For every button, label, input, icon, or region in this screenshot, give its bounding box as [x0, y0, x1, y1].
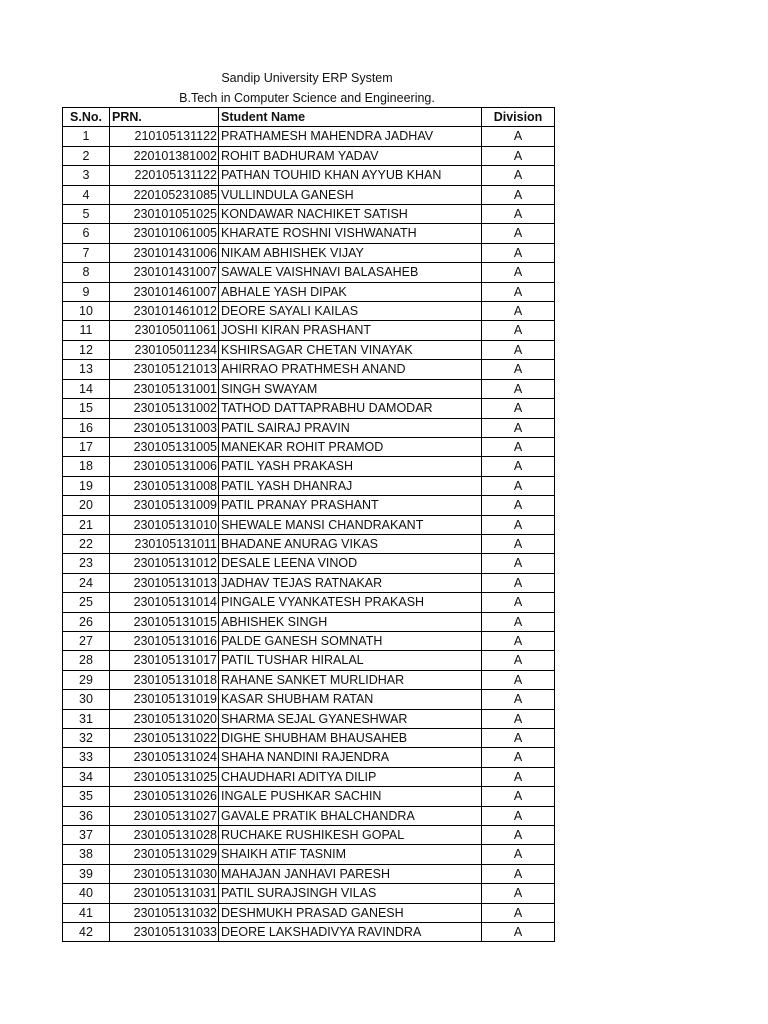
table-row	[63, 515, 555, 534]
cell-sno: 10	[63, 302, 110, 321]
header-prn: PRN.	[110, 108, 219, 127]
cell-division: A	[482, 399, 555, 418]
cell-sno: 29	[63, 670, 110, 689]
student-table	[62, 107, 555, 942]
table-row	[63, 224, 555, 243]
cell-student-name: PATIL PRANAY PRASHANT	[219, 496, 482, 515]
cell-prn: 230105011234	[110, 340, 219, 359]
header-sno: S.No.	[63, 108, 110, 127]
cell-division: A	[482, 243, 555, 262]
cell-division: A	[482, 457, 555, 476]
cell-prn: 230105131031	[110, 884, 219, 903]
cell-student-name: JADHAV TEJAS RATNAKAR	[219, 573, 482, 592]
cell-division: A	[482, 534, 555, 553]
cell-student-name: PATHAN TOUHID KHAN AYYUB KHAN	[219, 166, 482, 185]
cell-division: A	[482, 767, 555, 786]
cell-division: A	[482, 515, 555, 534]
cell-division: A	[482, 146, 555, 165]
cell-prn: 230105131009	[110, 496, 219, 515]
cell-division: A	[482, 166, 555, 185]
cell-prn: 230101431006	[110, 243, 219, 262]
cell-division: A	[482, 418, 555, 437]
cell-sno: 39	[63, 864, 110, 883]
cell-division: A	[482, 573, 555, 592]
table-row	[63, 418, 555, 437]
table-row	[63, 593, 555, 612]
table-row	[63, 864, 555, 883]
table-row	[63, 457, 555, 476]
cell-sno: 13	[63, 360, 110, 379]
cell-sno: 5	[63, 205, 110, 224]
cell-sno: 16	[63, 418, 110, 437]
cell-division: A	[482, 185, 555, 204]
table-row	[63, 845, 555, 864]
cell-sno: 23	[63, 554, 110, 573]
cell-student-name: SAWALE VAISHNAVI BALASAHEB	[219, 263, 482, 282]
cell-prn: 220105131122	[110, 166, 219, 185]
cell-sno: 35	[63, 787, 110, 806]
cell-sno: 30	[63, 690, 110, 709]
cell-student-name: SHEWALE MANSI CHANDRAKANT	[219, 515, 482, 534]
cell-prn: 230105131006	[110, 457, 219, 476]
table-row	[63, 437, 555, 456]
cell-prn: 230105131001	[110, 379, 219, 398]
table-row	[63, 496, 555, 515]
table-row	[63, 573, 555, 592]
table-row	[63, 243, 555, 262]
cell-prn: 220105231085	[110, 185, 219, 204]
cell-prn: 230105131013	[110, 573, 219, 592]
cell-division: A	[482, 437, 555, 456]
table-body	[63, 127, 555, 942]
table-row	[63, 205, 555, 224]
program-title: B.Tech in Computer Science and Engineering.	[179, 91, 435, 105]
cell-student-name: KASAR SHUBHAM RATAN	[219, 690, 482, 709]
cell-student-name: SHARMA SEJAL GYANESHWAR	[219, 709, 482, 728]
cell-student-name: SHAHA NANDINI RAJENDRA	[219, 748, 482, 767]
cell-division: A	[482, 903, 555, 922]
cell-prn: 230101461012	[110, 302, 219, 321]
cell-division: A	[482, 631, 555, 650]
cell-prn: 220101381002	[110, 146, 219, 165]
table-row	[63, 360, 555, 379]
cell-student-name: KONDAWAR NACHIKET SATISH	[219, 205, 482, 224]
cell-student-name: KSHIRSAGAR CHETAN VINAYAK	[219, 340, 482, 359]
cell-sno: 7	[63, 243, 110, 262]
cell-student-name: PRATHAMESH MAHENDRA JADHAV	[219, 127, 482, 146]
cell-division: A	[482, 205, 555, 224]
cell-division: A	[482, 263, 555, 282]
cell-sno: 41	[63, 903, 110, 922]
cell-student-name: AHIRRAO PRATHMESH ANAND	[219, 360, 482, 379]
cell-prn: 230105131022	[110, 729, 219, 748]
cell-prn: 230105131020	[110, 709, 219, 728]
table-row	[63, 321, 555, 340]
cell-sno: 12	[63, 340, 110, 359]
table-row	[63, 826, 555, 845]
cell-student-name: ROHIT BADHURAM YADAV	[219, 146, 482, 165]
table-row	[63, 146, 555, 165]
cell-sno: 14	[63, 379, 110, 398]
cell-prn: 230105131005	[110, 437, 219, 456]
cell-prn: 230105131014	[110, 593, 219, 612]
cell-sno: 25	[63, 593, 110, 612]
cell-sno: 9	[63, 282, 110, 301]
cell-student-name: PATIL SURAJSINGH VILAS	[219, 884, 482, 903]
cell-prn: 230105131030	[110, 864, 219, 883]
cell-sno: 8	[63, 263, 110, 282]
table-row	[63, 923, 555, 942]
cell-sno: 42	[63, 923, 110, 942]
table-row	[63, 302, 555, 321]
cell-student-name: PATIL TUSHAR HIRALAL	[219, 651, 482, 670]
table-row	[63, 476, 555, 495]
table-row	[63, 690, 555, 709]
cell-division: A	[482, 321, 555, 340]
cell-student-name: CHAUDHARI ADITYA DILIP	[219, 767, 482, 786]
table-header-row	[63, 108, 555, 127]
cell-sno: 26	[63, 612, 110, 631]
cell-sno: 27	[63, 631, 110, 650]
cell-division: A	[482, 826, 555, 845]
table-row	[63, 903, 555, 922]
cell-student-name: SINGH SWAYAM	[219, 379, 482, 398]
cell-sno: 24	[63, 573, 110, 592]
cell-division: A	[482, 302, 555, 321]
table-row	[63, 729, 555, 748]
table-row	[63, 340, 555, 359]
cell-student-name: PINGALE VYANKATESH PRAKASH	[219, 593, 482, 612]
cell-student-name: JOSHI KIRAN PRASHANT	[219, 321, 482, 340]
cell-prn: 230105131019	[110, 690, 219, 709]
cell-prn: 230105131002	[110, 399, 219, 418]
cell-student-name: DEORE LAKSHADIVYA RAVINDRA	[219, 923, 482, 942]
cell-prn: 230105131003	[110, 418, 219, 437]
cell-sno: 18	[63, 457, 110, 476]
cell-student-name: MAHAJAN JANHAVI PARESH	[219, 864, 482, 883]
cell-sno: 6	[63, 224, 110, 243]
table-row	[63, 399, 555, 418]
header-student-name: Student Name	[219, 108, 482, 127]
cell-sno: 15	[63, 399, 110, 418]
cell-prn: 230101061005	[110, 224, 219, 243]
cell-prn: 230105131028	[110, 826, 219, 845]
cell-prn: 230105131018	[110, 670, 219, 689]
cell-prn: 230105131008	[110, 476, 219, 495]
cell-student-name: MANEKAR ROHIT PRAMOD	[219, 437, 482, 456]
cell-sno: 22	[63, 534, 110, 553]
cell-student-name: BHADANE ANURAG VIKAS	[219, 534, 482, 553]
cell-prn: 230101431007	[110, 263, 219, 282]
cell-division: A	[482, 340, 555, 359]
cell-prn: 230105131025	[110, 767, 219, 786]
cell-sno: 1	[63, 127, 110, 146]
table-row	[63, 379, 555, 398]
table-row	[63, 263, 555, 282]
table-row	[63, 748, 555, 767]
university-title: Sandip University ERP System	[221, 71, 393, 85]
cell-division: A	[482, 593, 555, 612]
cell-student-name: ABHALE YASH DIPAK	[219, 282, 482, 301]
cell-student-name: RAHANE SANKET MURLIDHAR	[219, 670, 482, 689]
cell-student-name: DEORE SAYALI KAILAS	[219, 302, 482, 321]
cell-sno: 38	[63, 845, 110, 864]
cell-sno: 36	[63, 806, 110, 825]
cell-division: A	[482, 476, 555, 495]
cell-student-name: PATIL SAIRAJ PRAVIN	[219, 418, 482, 437]
cell-student-name: TATHOD DATTAPRABHU DAMODAR	[219, 399, 482, 418]
cell-prn: 230105131027	[110, 806, 219, 825]
cell-sno: 2	[63, 146, 110, 165]
table-row	[63, 651, 555, 670]
table-row	[63, 185, 555, 204]
cell-student-name: DIGHE SHUBHAM BHAUSAHEB	[219, 729, 482, 748]
cell-prn: 230105131016	[110, 631, 219, 650]
cell-division: A	[482, 787, 555, 806]
cell-prn: 230105131033	[110, 923, 219, 942]
cell-sno: 37	[63, 826, 110, 845]
cell-division: A	[482, 224, 555, 243]
table-row	[63, 282, 555, 301]
cell-division: A	[482, 496, 555, 515]
cell-sno: 11	[63, 321, 110, 340]
cell-student-name: PATIL YASH DHANRAJ	[219, 476, 482, 495]
cell-prn: 230105121013	[110, 360, 219, 379]
cell-prn: 210105131122	[110, 127, 219, 146]
cell-prn: 230105131010	[110, 515, 219, 534]
cell-student-name: RUCHAKE RUSHIKESH GOPAL	[219, 826, 482, 845]
table-row	[63, 884, 555, 903]
cell-student-name: ABHISHEK SINGH	[219, 612, 482, 631]
cell-prn: 230105131017	[110, 651, 219, 670]
cell-division: A	[482, 845, 555, 864]
table-row	[63, 554, 555, 573]
cell-division: A	[482, 690, 555, 709]
cell-prn: 230105131011	[110, 534, 219, 553]
cell-sno: 4	[63, 185, 110, 204]
cell-sno: 33	[63, 748, 110, 767]
cell-sno: 20	[63, 496, 110, 515]
cell-prn: 230105131015	[110, 612, 219, 631]
cell-student-name: GAVALE PRATIK BHALCHANDRA	[219, 806, 482, 825]
cell-sno: 34	[63, 767, 110, 786]
cell-sno: 3	[63, 166, 110, 185]
cell-prn: 230105131026	[110, 787, 219, 806]
cell-division: A	[482, 360, 555, 379]
cell-sno: 21	[63, 515, 110, 534]
cell-sno: 17	[63, 437, 110, 456]
cell-division: A	[482, 127, 555, 146]
cell-division: A	[482, 612, 555, 631]
cell-student-name: KHARATE ROSHNI VISHWANATH	[219, 224, 482, 243]
cell-prn: 230101461007	[110, 282, 219, 301]
cell-sno: 40	[63, 884, 110, 903]
table-row	[63, 806, 555, 825]
cell-student-name: DESALE LEENA VINOD	[219, 554, 482, 573]
cell-prn: 230105011061	[110, 321, 219, 340]
cell-prn: 230101051025	[110, 205, 219, 224]
cell-student-name: PALDE GANESH SOMNATH	[219, 631, 482, 650]
cell-sno: 32	[63, 729, 110, 748]
table-row	[63, 670, 555, 689]
cell-division: A	[482, 729, 555, 748]
cell-sno: 31	[63, 709, 110, 728]
cell-division: A	[482, 748, 555, 767]
table-row	[63, 166, 555, 185]
cell-division: A	[482, 282, 555, 301]
cell-sno: 19	[63, 476, 110, 495]
cell-student-name: DESHMUKH PRASAD GANESH	[219, 903, 482, 922]
table-row	[63, 709, 555, 728]
cell-division: A	[482, 670, 555, 689]
cell-division: A	[482, 923, 555, 942]
cell-division: A	[482, 864, 555, 883]
table-row	[63, 127, 555, 146]
cell-division: A	[482, 884, 555, 903]
cell-sno: 28	[63, 651, 110, 670]
cell-division: A	[482, 651, 555, 670]
cell-student-name: NIKAM ABHISHEK VIJAY	[219, 243, 482, 262]
cell-student-name: VULLINDULA GANESH	[219, 185, 482, 204]
cell-prn: 230105131012	[110, 554, 219, 573]
cell-prn: 230105131032	[110, 903, 219, 922]
table-row	[63, 534, 555, 553]
cell-prn: 230105131029	[110, 845, 219, 864]
cell-student-name: INGALE PUSHKAR SACHIN	[219, 787, 482, 806]
cell-prn: 230105131024	[110, 748, 219, 767]
cell-student-name: SHAIKH ATIF TASNIM	[219, 845, 482, 864]
header-division: Division	[482, 108, 555, 127]
cell-division: A	[482, 806, 555, 825]
table-row	[63, 612, 555, 631]
cell-division: A	[482, 709, 555, 728]
cell-division: A	[482, 554, 555, 573]
table-row	[63, 767, 555, 786]
cell-division: A	[482, 379, 555, 398]
table-row	[63, 631, 555, 650]
cell-student-name: PATIL YASH PRAKASH	[219, 457, 482, 476]
table-row	[63, 787, 555, 806]
